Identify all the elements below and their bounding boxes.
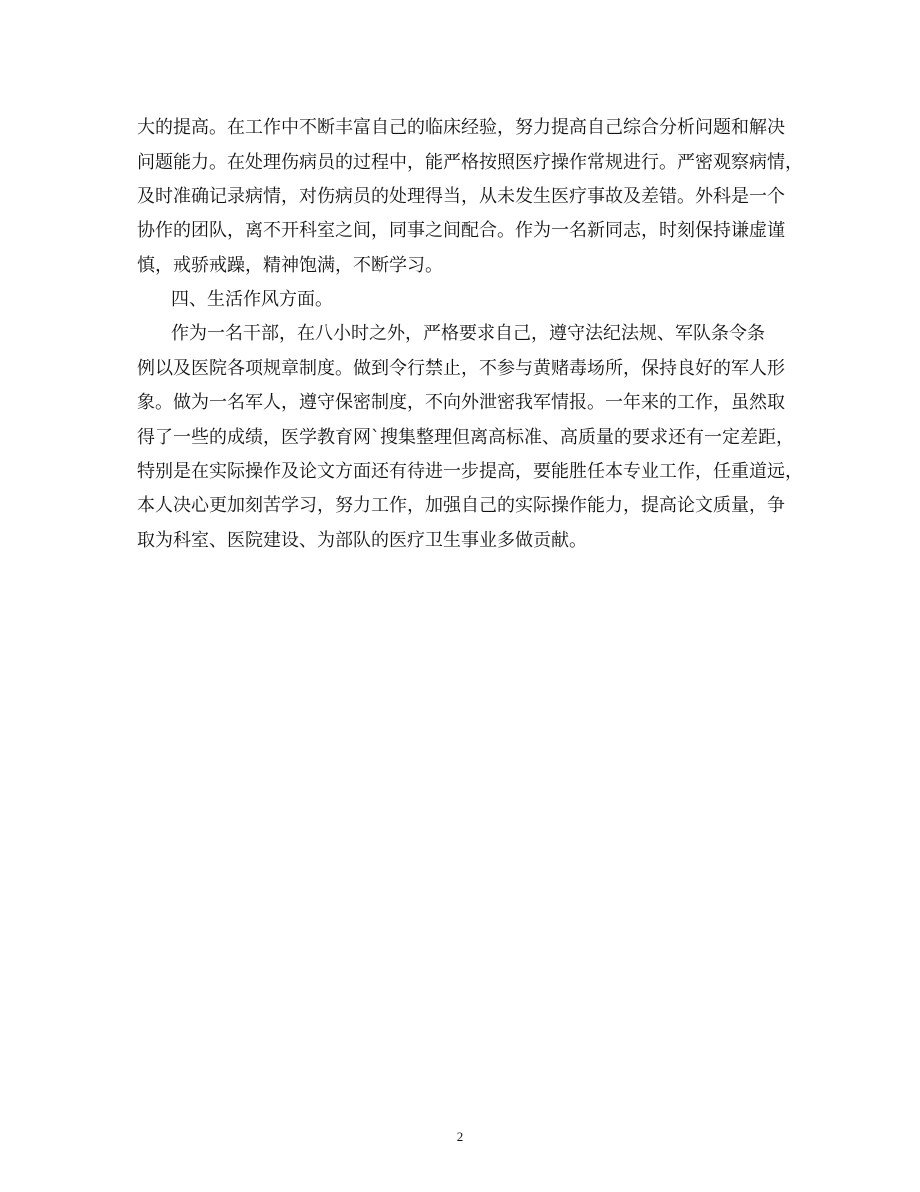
body-text-line: 特别是在实际操作及论文方面还有待进一步提高，要能胜任本专业工作，任重道远， [137, 461, 803, 482]
body-text-line: 大的提高。在工作中不断丰富自己的临床经验，努力提高自己综合分析问题和解决 [137, 117, 785, 138]
body-text-line: 本人决心更加刻苦学习，努力工作，加强自己的实际操作能力，提高论文质量，争 [137, 495, 785, 516]
body-text-line: 慎，戒骄戒躁，精神饱满，不断学习。 [137, 255, 443, 276]
body-text-line: 例以及医院各项规章制度。做到令行禁止，不参与黄赌毒场所，保持良好的军人形 [137, 358, 785, 379]
body-text-line: 问题能力。在处理伤病员的过程中，能严格按照医疗操作常规进行。严密观察病情， [137, 152, 803, 173]
body-text-line: 取为科室、医院建设、为部队的医疗卫生事业多做贡献。 [137, 530, 587, 551]
body-text-line: 得了一些的成绩，医学教育网`搜集整理但离高标准、高质量的要求还有一定差距， [137, 427, 794, 448]
body-text-line: 及时准确记录病情，对伤病员的处理得当，从未发生医疗事故及差错。外科是一个 [137, 186, 785, 207]
body-text-line: 作为一名干部，在八小时之外，严格要求自己，遵守法纪法规、军队条令条 [171, 323, 765, 344]
section-heading: 四、生活作风方面。 [171, 289, 333, 310]
body-text-line: 协作的团队，离不开科室之间，同事之间配合。作为一名新同志，时刻保持谦虚谨 [137, 220, 785, 241]
body-text-line: 象。做为一名军人，遵守保密制度，不向外泄密我军情报。一年来的工作，虽然取 [137, 392, 785, 413]
page-number: 2 [456, 1129, 464, 1144]
